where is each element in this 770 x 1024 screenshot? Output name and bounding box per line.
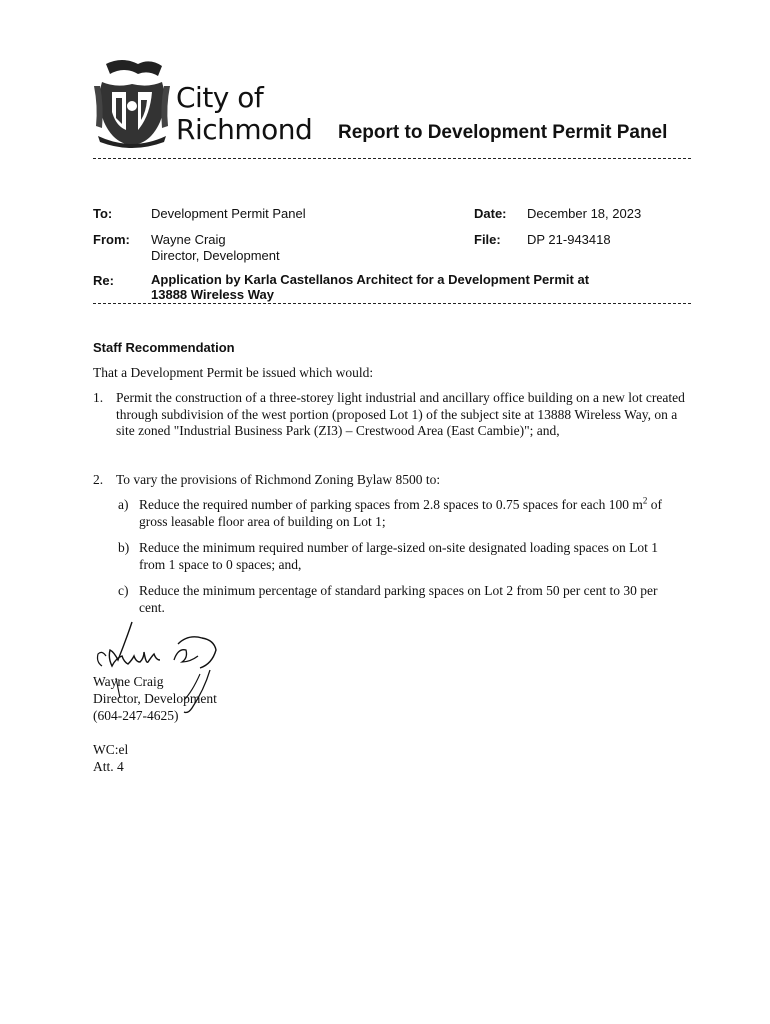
city-name-line2: Richmond [176,113,313,146]
re-divider [93,303,691,304]
sub-item-b-text: Reduce the minimum required number of large-sized on-site designated loading spaces on Lot 1 from 1 space to 0 spaces; and, [139,540,658,572]
date-value: December 18, 2023 [527,206,642,221]
header-divider [93,158,691,159]
recommendation-intro: That a Development Permit be issued which would: [93,365,374,380]
sub-item-b-label: b) [118,540,130,555]
from-name: Wayne Craig [151,232,226,247]
re-label: Re: [93,273,114,288]
city-coat-of-arms-logo [92,56,172,148]
sub-item-a-label: a) [118,497,129,512]
item-1-number: 1. [93,390,104,405]
signer-name: Wayne Craig [93,674,164,689]
staff-recommendation-heading: Staff Recommendation [93,340,235,355]
item-2-text: To vary the provisions of Richmond Zoning Bylaw 8500 to: [116,472,441,487]
attachments-count: Att. 4 [93,759,124,774]
to-value: Development Permit Panel [151,206,306,221]
signer-title: Director, Development [93,691,217,706]
typist-initials: WC:el [93,742,129,757]
to-label: To: [93,206,113,221]
re-subject-line2: 13888 Wireless Way [151,287,274,302]
sub-item-a-text [139,497,684,530]
from-title: Director, Development [151,248,280,263]
item-2-number: 2. [93,472,104,487]
re-subject-line1: Application by Karla Castellanos Architect for a Development Permit at [151,272,590,287]
file-label: File: [474,232,501,247]
item-1-text: Permit the construction of a three-storey light industrial and ancillary office building on a new lot created through subdivision of the west portion (proposed Lot 1) of the subject site at 13888 Wireless Way, on a site zoned "Industrial Business Park (ZI3) – Crestwood Area (East Cambie)"; and, [116,390,685,438]
sub-item-c-text: Reduce the minimum percentage of standard parking spaces on Lot 2 from 50 per cent to 30 per cent. [139,583,658,615]
city-name-line1: City of [176,81,264,114]
signer-phone: (604-247-4625) [93,708,179,723]
sub-item-a-superscript: 2 [642,495,648,506]
sub-item-a-text-end: of gross leasable floor area of building on Lot 1; [139,497,662,529]
sub-item-a-text-start: Reduce the required number of parking spaces from 2.8 spaces to 0.75 spaces for each 100 m [139,497,643,512]
report-title: Report to Development Permit Panel [338,122,668,143]
city-name [176,82,312,146]
re-subject [151,272,671,302]
date-label: Date: [474,206,507,221]
file-value: DP 21-943418 [527,232,611,247]
sub-item-c-label: c) [118,583,129,598]
from-label: From: [93,232,130,247]
